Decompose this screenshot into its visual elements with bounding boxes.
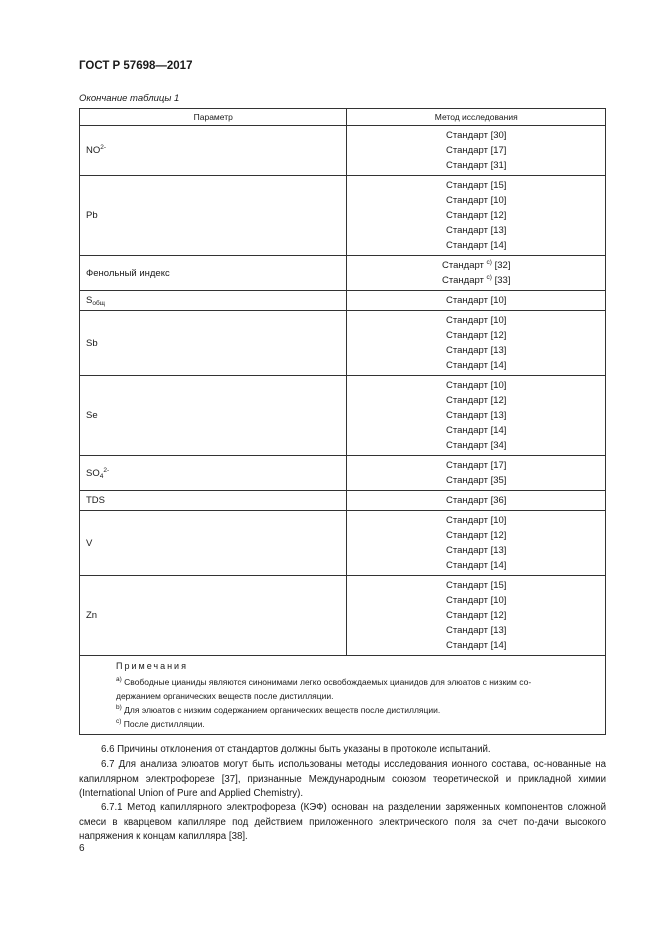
method-line: Стандарт [17] [446,460,507,471]
footnote: $^{b)}$ Для элюатов с низким содержанием органических веществ после дистилляции. [116,704,441,715]
method-line: Стандарт [14] [446,360,507,371]
method-line: Стандарт [15] [446,180,507,191]
document-code: ГОСТ Р 57698—2017 [79,60,193,72]
method-line: Стандарт $^{с)}$ [32] [442,259,511,271]
method-line: Стандарт [14] [446,240,507,251]
method-cell [347,176,606,256]
paragraph-6-6: 6.6 Причины отклонения от стандартов должны быть указаны в протоколе испытаний. [101,744,491,755]
parameter-cell: $SO_4^{2-}$ [80,456,347,491]
method-line: Стандарт [34] [446,440,507,451]
parameter-cell: Zn [80,576,347,656]
method-line: Стандарт [13] [446,625,507,636]
table-row [80,256,606,291]
method-cell [347,256,606,291]
parameter-cell: V [80,511,347,576]
parameter-cell: $S_{общ}$ [80,291,347,311]
method-line: Стандарт [12] [446,330,507,341]
method-line: Стандарт [17] [446,145,507,156]
table-row [80,576,606,656]
methods-table [79,108,606,735]
notes-row [80,656,606,735]
method-line: Стандарт [13] [446,545,507,556]
method-line: Стандарт [10] [446,195,507,206]
method-line: Стандарт [10] [446,595,507,606]
method-line: Стандарт [10] [446,295,507,306]
table-row [80,491,606,511]
page-number: 6 [79,843,85,854]
parameter-cell: $NO^{2-}$ [80,126,347,176]
footnote: $^{а)}$ Свободные цианиды являются синонимами легко освобождаемых цианидов для элюатов с низким со- [116,676,532,687]
notes-cell [80,656,606,735]
method-cell [347,291,606,311]
column-header-method: Метод исследования [347,109,606,126]
table-row [80,311,606,376]
method-line: Стандарт [14] [446,425,507,436]
method-line: Стандарт [10] [446,315,507,326]
method-line: Стандарт [14] [446,640,507,651]
column-header-parameter: Параметр [80,109,347,126]
table-row [80,291,606,311]
parameter-cell: Pb [80,176,347,256]
method-line: Стандарт [12] [446,610,507,621]
method-line: Стандарт [10] [446,515,507,526]
method-line: Стандарт [31] [446,160,507,171]
table-row [80,456,606,491]
method-line: Стандарт [12] [446,530,507,541]
method-line: Стандарт [12] [446,395,507,406]
method-line: Стандарт [36] [446,495,507,506]
method-line: Стандарт [15] [446,580,507,591]
notes-title: Примечания [116,661,188,671]
method-cell [347,376,606,456]
method-line: Стандарт [13] [446,225,507,236]
parameter-cell: Sb [80,311,347,376]
parameter-cell: Фенольный индекс [80,256,347,291]
table-row [80,126,606,176]
footnote-continuation: держанием органических веществ после дистилляции. [116,691,334,701]
method-line: Стандарт [30] [446,130,507,141]
method-cell [347,126,606,176]
table-row [80,376,606,456]
method-line: Стандарт [14] [446,560,507,571]
paragraph-6-7: 6.7 Для анализа элюатов могут быть использованы методы исследования ионного состава, ос-нованные на капиллярном электрофорезе [37], признанные Международным союзом теоретической и прикладной химии (International Union of Pure and Applied Chemistry). [79,759,606,799]
method-cell [347,576,606,656]
method-line: Стандарт [10] [446,380,507,391]
method-cell [347,311,606,376]
table-caption: Окончание таблицы 1 [79,93,180,104]
parameter-cell: Se [80,376,347,456]
method-line: Стандарт [13] [446,345,507,356]
table-header-row [80,109,606,126]
footnote: $^{с)}$ После дистилляции. [116,718,205,729]
table-row [80,176,606,256]
method-cell [347,511,606,576]
method-cell [347,456,606,491]
method-cell [347,491,606,511]
parameter-cell: TDS [80,491,347,511]
table-row [80,511,606,576]
method-line: Стандарт [13] [446,410,507,421]
method-line: Стандарт [35] [446,475,507,486]
paragraph-6-7-1: 6.7.1 Метод капиллярного электрофореза (КЭФ) основан на разделении заряженных компонентов сложной смеси в кварцевом капилляре под действием приложенного электрического поля за счет по-дачи высокого напряжения к концам капилляра [38]. [79,802,606,842]
method-line: Стандарт $^{с)}$ [33] [442,274,511,286]
method-line: Стандарт [12] [446,210,507,221]
